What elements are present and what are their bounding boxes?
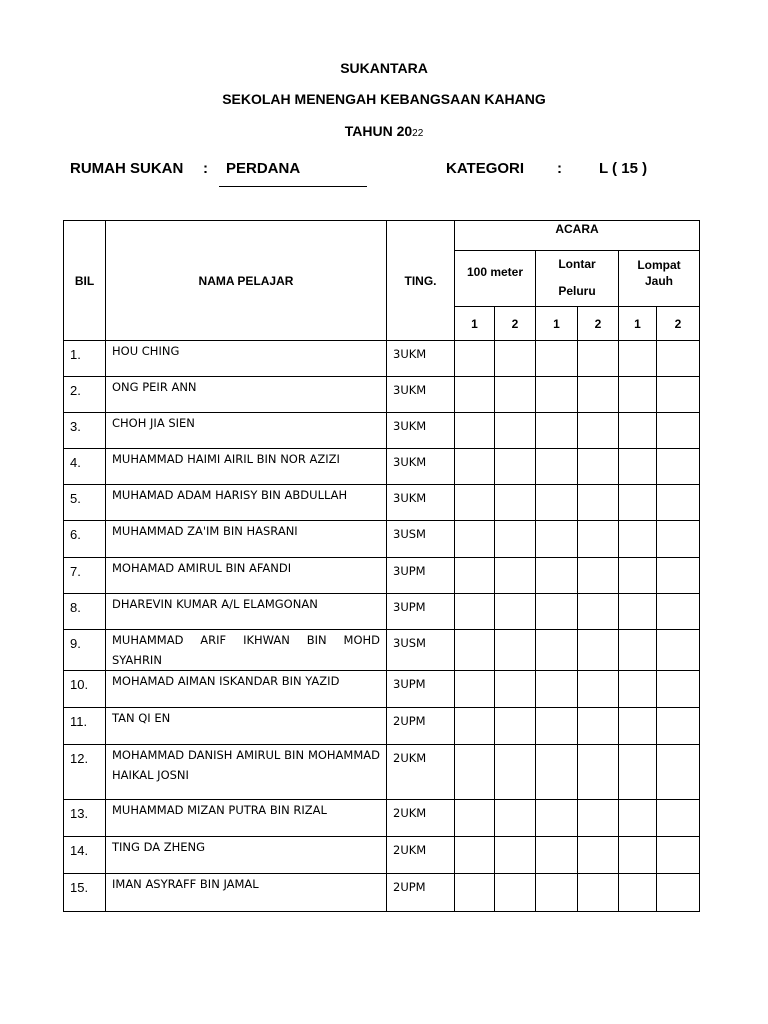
- row-ting: 2UPM: [387, 874, 455, 912]
- score-cell: [536, 341, 578, 377]
- table-row: [64, 630, 700, 671]
- year-suffix: 22: [412, 128, 424, 139]
- row-ting: 3USM: [387, 521, 455, 558]
- row-ting: 2UPM: [387, 708, 455, 745]
- score-cell: [455, 341, 495, 377]
- row-nama: MUHAMAD ADAM HARISY BIN ABDULLAH: [106, 485, 387, 521]
- row-bil: 15.: [64, 874, 106, 912]
- table-row: [64, 671, 700, 708]
- score-cell: [536, 413, 578, 449]
- score-cell: [619, 745, 657, 800]
- row-nama: CHOH JIA SIEN: [106, 413, 387, 449]
- score-cell: [495, 521, 536, 558]
- score-cell: [619, 377, 657, 413]
- row-nama: MUHAMMAD HAIMI AIRIL BIN NOR AZIZI: [106, 449, 387, 485]
- table-row: [64, 377, 700, 413]
- score-cell: [578, 449, 619, 485]
- row-bil: 8.: [64, 594, 106, 630]
- score-cell: [578, 708, 619, 745]
- row-nama: MUHAMMAD ARIF IKHWAN BIN MOHD SYAHRIN: [106, 630, 387, 671]
- score-cell: [455, 745, 495, 800]
- kategori-label: KATEGORI: [446, 160, 525, 177]
- score-cell: [495, 745, 536, 800]
- result-table: [63, 220, 700, 912]
- score-cell: [495, 413, 536, 449]
- score-cell: [536, 745, 578, 800]
- row-ting: 2UKM: [387, 745, 455, 800]
- score-cell: [619, 671, 657, 708]
- lompat-line: Lompat: [637, 258, 681, 272]
- header-acara: ACARA: [455, 221, 700, 251]
- rumah-underline: [219, 186, 367, 187]
- row-nama: MOHAMAD AMIRUL BIN AFANDI: [106, 558, 387, 594]
- score-cell: [455, 671, 495, 708]
- score-cell: [495, 800, 536, 837]
- score-cell: [657, 837, 700, 874]
- row-nama: MUHAMMAD ZA'IM BIN HASRANI: [106, 521, 387, 558]
- score-cell: [657, 671, 700, 708]
- score-cell: [536, 874, 578, 912]
- trial-1: 1: [455, 307, 495, 341]
- score-cell: [619, 708, 657, 745]
- header-bil: BIL: [64, 221, 106, 341]
- trial-2: 2: [578, 307, 619, 341]
- score-cell: [578, 521, 619, 558]
- score-cell: [619, 800, 657, 837]
- row-bil: 12.: [64, 745, 106, 800]
- year-heading: [0, 123, 768, 139]
- row-nama: HOU CHING: [106, 341, 387, 377]
- score-cell: [536, 594, 578, 630]
- score-cell: [495, 485, 536, 521]
- row-ting: 2UKM: [387, 837, 455, 874]
- score-cell: [455, 837, 495, 874]
- row-nama: TING DA ZHENG: [106, 837, 387, 874]
- table-row: [64, 874, 700, 912]
- score-cell: [495, 630, 536, 671]
- score-cell: [495, 708, 536, 745]
- row-ting: 3UPM: [387, 594, 455, 630]
- school-name: SEKOLAH MENENGAH KEBANGSAAN KAHANG: [222, 91, 546, 107]
- row-ting: 2UKM: [387, 800, 455, 837]
- score-cell: [495, 874, 536, 912]
- score-cell: [657, 594, 700, 630]
- score-cell: [578, 630, 619, 671]
- score-cell: [536, 449, 578, 485]
- score-cell: [578, 671, 619, 708]
- score-cell: [495, 377, 536, 413]
- score-cell: [455, 594, 495, 630]
- score-cell: [578, 874, 619, 912]
- score-cell: [455, 800, 495, 837]
- row-nama: TAN QI EN: [106, 708, 387, 745]
- header-100-meter: 100 meter: [455, 251, 536, 307]
- score-cell: [536, 837, 578, 874]
- table-row: [64, 558, 700, 594]
- score-cell: [455, 708, 495, 745]
- table-row: [64, 521, 700, 558]
- jauh-line: Jauh: [644, 274, 673, 288]
- table-row: [64, 745, 700, 800]
- header-ting: TING.: [387, 221, 455, 341]
- header-lontar-peluru: [536, 251, 619, 307]
- rumah-sukan-label: RUMAH SUKAN: [70, 160, 184, 177]
- row-bil: 7.: [64, 558, 106, 594]
- score-cell: [657, 485, 700, 521]
- row-ting: 3UKM: [387, 341, 455, 377]
- score-cell: [495, 594, 536, 630]
- row-ting: 3UKM: [387, 413, 455, 449]
- score-cell: [455, 558, 495, 594]
- score-cell: [536, 708, 578, 745]
- score-cell: [578, 745, 619, 800]
- header-nama-pelajar: NAMA PELAJAR: [106, 221, 387, 341]
- score-cell: [657, 558, 700, 594]
- score-cell: [455, 485, 495, 521]
- trial-2: 2: [657, 307, 700, 341]
- score-cell: [657, 874, 700, 912]
- score-cell: [495, 837, 536, 874]
- score-cell: [657, 745, 700, 800]
- row-ting: 3UKM: [387, 485, 455, 521]
- score-cell: [455, 874, 495, 912]
- score-cell: [619, 449, 657, 485]
- rumah-colon: :: [203, 160, 208, 177]
- score-cell: [495, 558, 536, 594]
- score-cell: [495, 449, 536, 485]
- score-cell: [536, 630, 578, 671]
- score-cell: [619, 413, 657, 449]
- table-row: [64, 800, 700, 837]
- score-cell: [657, 341, 700, 377]
- score-cell: [619, 837, 657, 874]
- row-nama: MOHAMAD AIMAN ISKANDAR BIN YAZID: [106, 671, 387, 708]
- row-bil: 5.: [64, 485, 106, 521]
- row-bil: 13.: [64, 800, 106, 837]
- score-cell: [657, 449, 700, 485]
- header-lompat-jauh: [619, 251, 700, 307]
- trial-1: 1: [536, 307, 578, 341]
- score-cell: [619, 594, 657, 630]
- score-cell: [619, 341, 657, 377]
- score-cell: [578, 377, 619, 413]
- rumah-sukan-value: PERDANA: [226, 160, 301, 177]
- score-cell: [455, 630, 495, 671]
- trial-1: 1: [619, 307, 657, 341]
- score-cell: [455, 521, 495, 558]
- doc-title: SUKANTARA: [340, 60, 428, 76]
- score-cell: [536, 377, 578, 413]
- row-nama: MUHAMMAD MIZAN PUTRA BIN RIZAL: [106, 800, 387, 837]
- table-row: [64, 594, 700, 630]
- score-cell: [619, 630, 657, 671]
- score-cell: [455, 449, 495, 485]
- score-cell: [495, 341, 536, 377]
- score-cell: [536, 521, 578, 558]
- score-cell: [578, 800, 619, 837]
- row-nama: ONG PEIR ANN: [106, 377, 387, 413]
- table-row: [64, 485, 700, 521]
- row-bil: 2.: [64, 377, 106, 413]
- table-row: [64, 837, 700, 874]
- row-nama: MOHAMMAD DANISH AMIRUL BIN MOHAMMAD HAIKAL JOSNI: [106, 745, 387, 800]
- kategori-colon: :: [557, 160, 562, 177]
- score-cell: [455, 413, 495, 449]
- score-cell: [619, 558, 657, 594]
- score-cell: [657, 413, 700, 449]
- row-ting: 3USM: [387, 630, 455, 671]
- score-cell: [657, 521, 700, 558]
- score-cell: [619, 521, 657, 558]
- score-cell: [536, 800, 578, 837]
- row-bil: 6.: [64, 521, 106, 558]
- row-nama: IMAN ASYRAFF BIN JAMAL: [106, 874, 387, 912]
- score-cell: [657, 630, 700, 671]
- score-cell: [495, 671, 536, 708]
- year-prefix: TAHUN 20: [344, 123, 413, 139]
- score-cell: [536, 485, 578, 521]
- score-cell: [578, 594, 619, 630]
- table-row: [64, 341, 700, 377]
- peluru-line: Peluru: [558, 284, 596, 298]
- lontar-line: Lontar: [558, 257, 596, 271]
- score-cell: [578, 558, 619, 594]
- kategori-value: L ( 15 ): [599, 160, 648, 177]
- table-row: [64, 449, 700, 485]
- row-bil: 10.: [64, 671, 106, 708]
- score-cell: [455, 377, 495, 413]
- row-bil: 4.: [64, 449, 106, 485]
- row-ting: 3UKM: [387, 377, 455, 413]
- row-bil: 11.: [64, 708, 106, 745]
- row-bil: 1.: [64, 341, 106, 377]
- score-cell: [619, 485, 657, 521]
- trial-2: 2: [495, 307, 536, 341]
- score-cell: [536, 558, 578, 594]
- score-cell: [578, 837, 619, 874]
- row-nama: DHAREVIN KUMAR A/L ELAMGONAN: [106, 594, 387, 630]
- table-row: [64, 413, 700, 449]
- score-cell: [578, 485, 619, 521]
- score-cell: [657, 377, 700, 413]
- row-bil: 14.: [64, 837, 106, 874]
- table-row: [64, 708, 700, 745]
- row-ting: 3UPM: [387, 558, 455, 594]
- row-bil: 3.: [64, 413, 106, 449]
- score-cell: [536, 671, 578, 708]
- score-cell: [578, 413, 619, 449]
- score-cell: [619, 874, 657, 912]
- score-cell: [657, 708, 700, 745]
- row-bil: 9.: [64, 630, 106, 671]
- score-cell: [578, 341, 619, 377]
- score-cell: [657, 800, 700, 837]
- row-ting: 3UKM: [387, 449, 455, 485]
- row-ting: 3UPM: [387, 671, 455, 708]
